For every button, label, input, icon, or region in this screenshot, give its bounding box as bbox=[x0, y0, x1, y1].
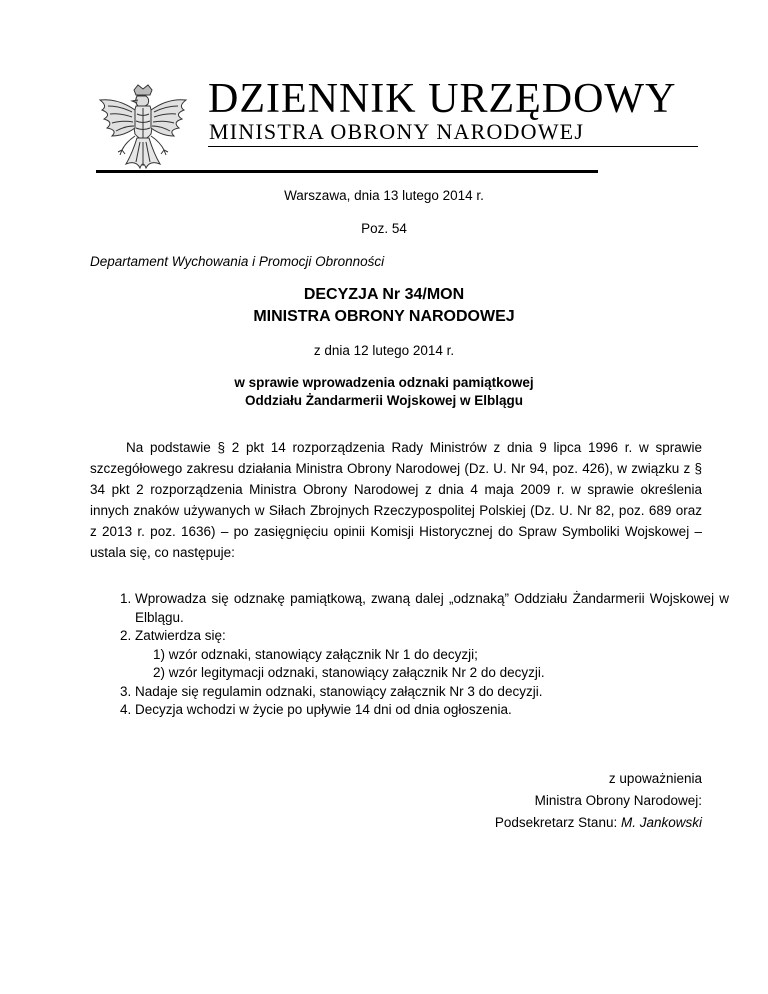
place-date: Warszawa, dnia 13 lutego 2014 r. bbox=[284, 188, 484, 203]
signature-authorization: z upoważnienia bbox=[608, 771, 702, 786]
list-item bbox=[135, 627, 729, 683]
polish-eagle-emblem-icon bbox=[88, 84, 198, 176]
signature-signer bbox=[495, 812, 702, 834]
journal-subtitle: MINISTRA OBRONY NARODOWEJ bbox=[209, 119, 585, 144]
signature-block bbox=[495, 768, 702, 834]
list-item bbox=[135, 590, 729, 627]
article-4-text: Decyzja wchodzi w życie po upływie 14 dni od dnia ogłoszenia. bbox=[135, 702, 512, 717]
subject-line2: Oddziału Żandarmerii Wojskowej w Elblągu bbox=[244, 393, 524, 408]
journal-title: DZIENNIK URZĘDOWY bbox=[208, 76, 677, 122]
signer-role: Podsekretarz Stanu: bbox=[494, 815, 621, 830]
list-item bbox=[135, 701, 729, 720]
article-1-text: Wprowadza się odznakę pamiątkową, zwaną dalej „odznaką” Oddziału Żandarmerii Wojskowej w Elblągu. bbox=[135, 591, 729, 625]
subitem-1-text: wzór odznaki, stanowiący załącznik Nr 1 do decyzji; bbox=[168, 646, 478, 662]
sub-list-item bbox=[153, 646, 729, 665]
decision-subject bbox=[0, 374, 768, 410]
subject-line1: w sprawie wprowadzenia odznaki pamiątkowej bbox=[234, 375, 534, 390]
decision-title-line2: MINISTRA OBRONY NARODOWEJ bbox=[253, 308, 515, 325]
decision-date: z dnia 12 lutego 2014 r. bbox=[313, 343, 455, 358]
position-number: Poz. 54 bbox=[361, 221, 407, 236]
sub-list-item bbox=[153, 664, 729, 683]
article-3-text: Nadaje się regulamin odznaki, stanowiący załącznik Nr 3 do decyzji. bbox=[135, 683, 543, 699]
list-item bbox=[135, 683, 729, 702]
decision-title-line1: DECYZJA Nr 34/MON bbox=[303, 286, 465, 303]
legal-basis-paragraph: Na podstawie § 2 pkt 14 rozporządzenia Rady Ministrów z dnia 9 lipca 1996 r. w sprawie szczegółowego zakresu działania Ministra Obrony Narodowej (Dz. U. Nr 94, poz. 426), w związku z § 34 pkt 2 rozporządzenia Ministra Obrony Narodowej z dnia 4 maja 2009 r. w sprawie określenia innych znaków używanych w Siłach Zbrojnych Rzeczypospolitej Polskiej (Dz. U. Nr 82, poz. 689 oraz z 2013 r. poz. 1636) – po zasięgnięciu opinii Komisji Historycznej do Spraw Symboliki Wojskowej – ustala się, co następuje: bbox=[90, 440, 702, 560]
header-divider-thick bbox=[96, 170, 598, 173]
department-name: Departament Wychowania i Promocji Obronności bbox=[90, 254, 385, 269]
signer-name: M. Jankowski bbox=[620, 815, 702, 830]
article-2-text: Zatwierdza się: bbox=[135, 628, 226, 643]
signature-minister: Ministra Obrony Narodowej: bbox=[534, 793, 702, 808]
article-2-sublist bbox=[135, 646, 729, 683]
decision-title bbox=[0, 284, 768, 328]
decision-articles-list bbox=[108, 590, 729, 720]
subitem-2-text: wzór legitymacji odznaki, stanowiący załącznik Nr 2 do decyzji. bbox=[168, 665, 545, 680]
header-divider-thin bbox=[208, 146, 698, 147]
